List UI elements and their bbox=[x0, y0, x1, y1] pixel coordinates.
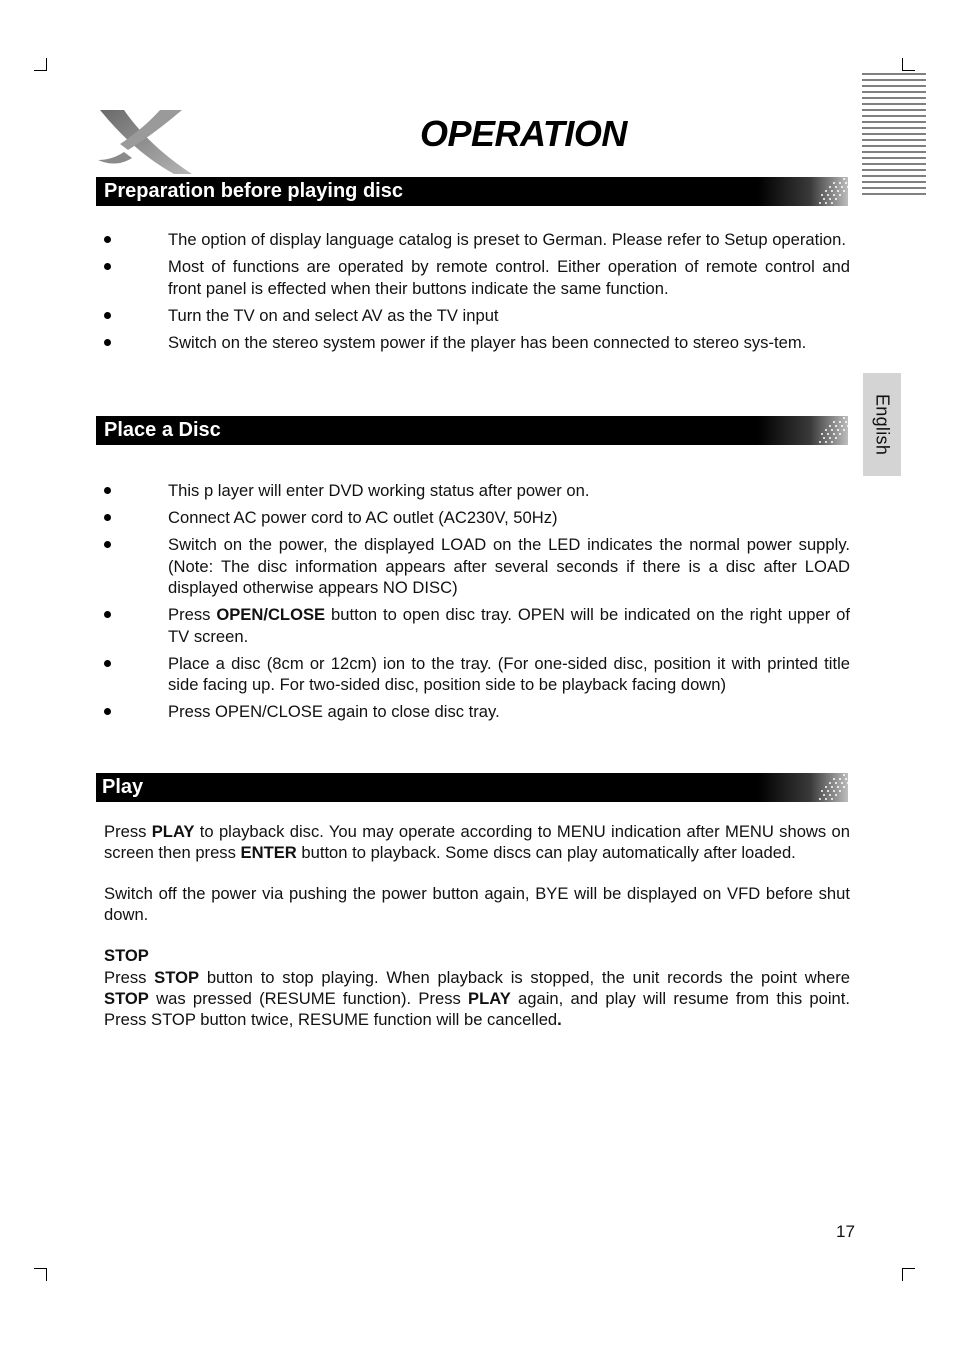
list-item: This p layer will enter DVD working status after power on. bbox=[96, 480, 850, 502]
crop-mark-top-left bbox=[34, 58, 47, 71]
section-title: Place a Disc bbox=[104, 419, 221, 441]
keyword-play: PLAY bbox=[468, 989, 511, 1008]
keyword-stop: STOP bbox=[154, 968, 200, 987]
text-run: button to stop playing. When playback is stopped, the unit records the point where bbox=[199, 968, 850, 987]
list-item: Switch on the power, the displayed LOAD on the LED indicates the normal power supply. (Note: The disc information appears after several seconds if there is a disc after LOAD displayed otherwise appears NO DISC) bbox=[96, 534, 850, 599]
text-run: Press bbox=[168, 605, 217, 624]
crop-mark-top-right bbox=[902, 58, 915, 71]
text-run: button to playback. Some discs can play automatically after loaded. bbox=[296, 843, 796, 862]
dot-pattern-decoration bbox=[814, 177, 852, 206]
page-title: OPERATION bbox=[420, 113, 627, 154]
section-header-place-disc bbox=[96, 416, 848, 445]
keyword-play: PLAY bbox=[151, 822, 195, 841]
list-item: The option of display language catalog is preset to German. Please refer to Setup operation. bbox=[96, 229, 850, 251]
dot-pattern-decoration bbox=[814, 416, 852, 445]
place-disc-bullet-list bbox=[96, 480, 850, 728]
list-item: Most of functions are operated by remote control. Either operation of remote control and front panel is effected when their buttons indicate the same function. bbox=[96, 256, 850, 299]
preparation-bullet-list bbox=[96, 229, 850, 359]
text-run: Press bbox=[104, 822, 152, 841]
keyword-open-close: OPEN/CLOSE bbox=[216, 605, 326, 624]
crop-mark-bottom-left bbox=[34, 1268, 47, 1281]
crop-mark-bottom-right bbox=[902, 1268, 915, 1281]
section-header-play bbox=[96, 773, 848, 802]
stop-paragraph bbox=[104, 967, 850, 1030]
list-item: Switch on the stereo system power if the player has been connected to stereo sys-tem. bbox=[96, 332, 850, 354]
text-run: again, and play will resume from this point. Press STOP button twice, RESUME function will be cancelled bbox=[104, 989, 850, 1029]
stop-heading: STOP bbox=[104, 946, 149, 965]
list-item bbox=[96, 604, 850, 647]
list-item: Press OPEN/CLOSE again to close disc tray. bbox=[96, 701, 850, 723]
text-run: Press bbox=[104, 968, 155, 987]
list-item: Connect AC power cord to AC outlet (AC230V, 50Hz) bbox=[96, 507, 850, 529]
section-header-preparation bbox=[96, 177, 848, 206]
brand-logo-x-icon bbox=[94, 106, 194, 176]
text-run: was pressed (RESUME function). Press bbox=[148, 989, 469, 1008]
power-off-paragraph: Switch off the power via pushing the power button again, BYE will be displayed on VFD before shut down. bbox=[104, 884, 850, 924]
page-number: 17 bbox=[836, 1222, 855, 1241]
language-tab-label: English bbox=[872, 393, 893, 456]
keyword-enter: ENTER bbox=[240, 843, 297, 862]
language-tab bbox=[863, 373, 901, 476]
list-item: Turn the TV on and select AV as the TV input bbox=[96, 305, 850, 327]
section-title: Play bbox=[102, 776, 144, 798]
text-run: . bbox=[557, 1010, 562, 1029]
text-run: to playback disc. You may operate according to MENU indication after MENU shows on screen then press bbox=[104, 822, 850, 862]
list-item: Place a disc (8cm or 12cm) ion to the tray. (For one-sided disc, position it with printed title side facing up. For two-sided disc, position side to be playback facing down) bbox=[96, 653, 850, 696]
play-paragraph bbox=[104, 821, 850, 863]
keyword-stop: STOP bbox=[104, 989, 149, 1008]
text-run: button to open disc tray. OPEN will be indicated on the right upper of TV screen. bbox=[168, 605, 850, 646]
section-title: Preparation before playing disc bbox=[104, 180, 403, 202]
dot-pattern-decoration bbox=[814, 773, 852, 802]
edge-stripes-decoration bbox=[862, 72, 926, 200]
